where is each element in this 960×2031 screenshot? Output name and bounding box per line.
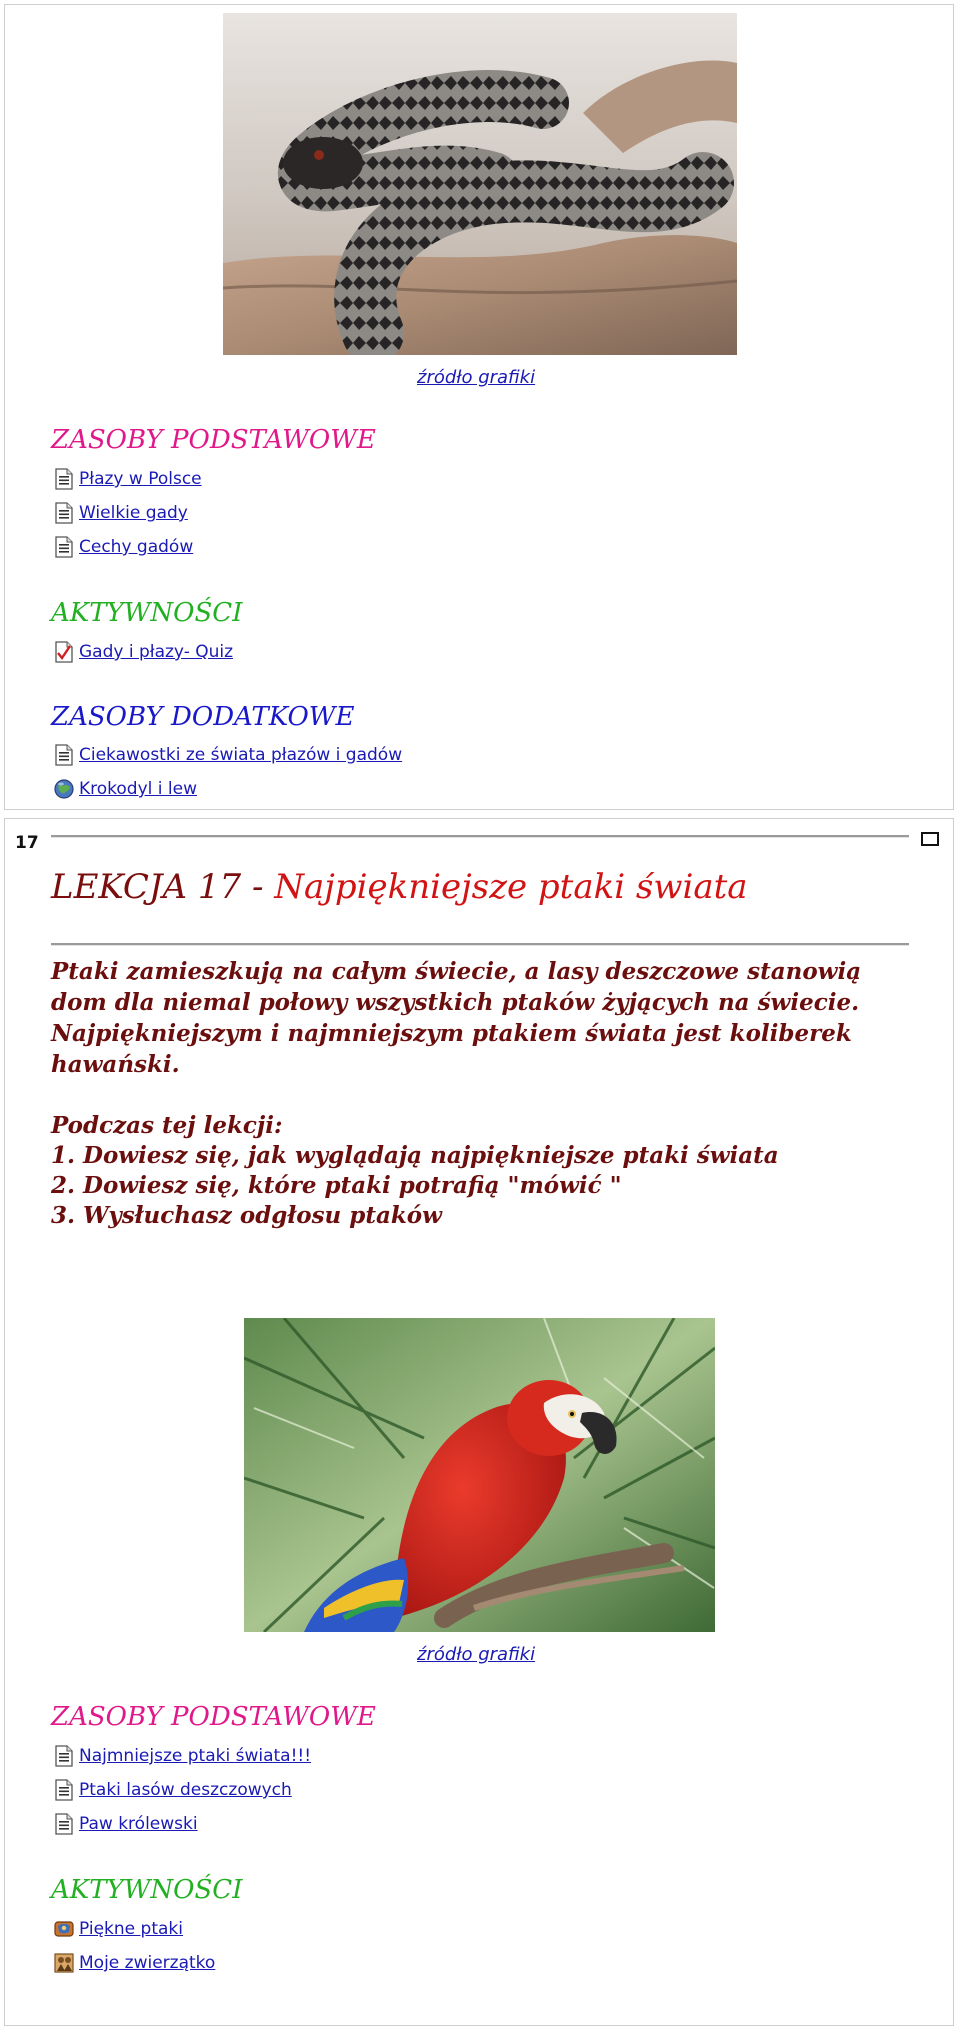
page-icon bbox=[53, 1779, 75, 1801]
page-icon bbox=[53, 502, 75, 524]
activities-heading: AKTYWNOŚCI bbox=[51, 598, 243, 628]
lesson-description: Ptaki zamieszkują na całym świecie, a lasy deszczowe stanowią dom dla niemal połowy wszystkich ptaków żyjących na świecie. Najpiękniejszym i najmniejszym ptakiem świata jest koliberek hawański. bbox=[51, 958, 862, 1078]
section-number: 17 bbox=[15, 833, 39, 853]
resource-item-cechy-gadow[interactable] bbox=[53, 534, 193, 560]
extra-resources-heading: ZASOBY DODATKOWE bbox=[51, 702, 355, 732]
resource-link[interactable]: Wielkie gady bbox=[79, 503, 188, 523]
resource-item-krokodyl-i-lew[interactable] bbox=[53, 776, 197, 802]
basic-resources-heading: ZASOBY PODSTAWOWE bbox=[51, 1702, 376, 1732]
activity-link[interactable]: Moje zwierzątko bbox=[79, 1953, 216, 1973]
globe-icon bbox=[53, 778, 75, 800]
resource-link[interactable]: Najmniejsze ptaki świata!!! bbox=[79, 1746, 312, 1766]
resource-item-plazy-w-polsce[interactable] bbox=[53, 466, 202, 492]
basic-resources-heading: ZASOBY PODSTAWOWE bbox=[51, 425, 376, 455]
activity-item-piekne-ptaki[interactable] bbox=[53, 1916, 183, 1942]
resource-link[interactable]: Ciekawostki ze świata płazów i gadów bbox=[79, 745, 403, 765]
activities-heading: AKTYWNOŚCI bbox=[51, 1875, 243, 1905]
activity-link[interactable]: Piękne ptaki bbox=[79, 1919, 183, 1939]
resource-item-paw-krolewski[interactable] bbox=[53, 1811, 198, 1837]
lesson-title bbox=[51, 867, 748, 907]
page-icon bbox=[53, 536, 75, 558]
lesson-title-prefix: LEKCJA 17 - bbox=[51, 867, 275, 907]
lesson-section-16 bbox=[4, 4, 954, 810]
lesson-icon bbox=[53, 1918, 75, 1940]
lesson-goals bbox=[51, 1111, 779, 1231]
activity-item-moje-zwierzatko[interactable] bbox=[53, 1950, 215, 1976]
goal-item: 1. Dowiesz się, jak wyglądają najpiękniejsze ptaki świata bbox=[51, 1142, 779, 1169]
goals-heading: Podczas tej lekcji: bbox=[51, 1112, 283, 1139]
image-source-link[interactable]: źródło grafiki bbox=[417, 367, 536, 388]
resource-item-najmniejsze-ptaki[interactable] bbox=[53, 1743, 311, 1769]
lesson-title-main: Najpiękniejsze ptaki świata bbox=[274, 867, 748, 907]
goal-item: 2. Dowiesz się, które ptaki potrafią "mówić " bbox=[51, 1172, 622, 1199]
resource-item-ciekawostki[interactable] bbox=[53, 742, 402, 768]
goal-item: 3. Wysłuchasz odgłosu ptaków bbox=[51, 1202, 442, 1229]
resource-link[interactable]: Krokodyl i lew bbox=[79, 779, 197, 799]
activity-item-quiz[interactable] bbox=[53, 639, 233, 665]
page-icon bbox=[53, 744, 75, 766]
workshop-icon bbox=[53, 1952, 75, 1974]
resource-link[interactable]: Płazy w Polsce bbox=[79, 469, 202, 489]
snake-image bbox=[223, 13, 737, 355]
activity-link[interactable]: Gady i płazy- Quiz bbox=[79, 642, 234, 662]
parrot-image bbox=[244, 1318, 715, 1632]
page-icon bbox=[53, 1813, 75, 1835]
page-icon bbox=[53, 468, 75, 490]
page-icon bbox=[53, 1745, 75, 1767]
title-divider bbox=[51, 943, 909, 946]
quiz-icon bbox=[53, 641, 75, 663]
resource-item-wielkie-gady[interactable] bbox=[53, 500, 188, 526]
resource-link[interactable]: Cechy gadów bbox=[79, 537, 194, 557]
resource-item-ptaki-lasow[interactable] bbox=[53, 1777, 292, 1803]
resource-link[interactable]: Ptaki lasów deszczowych bbox=[79, 1780, 292, 1800]
resource-link[interactable]: Paw królewski bbox=[79, 1814, 198, 1834]
lesson-section-17 bbox=[4, 818, 954, 2026]
section-divider-top bbox=[51, 835, 909, 838]
section-toggle-checkbox[interactable] bbox=[921, 832, 939, 846]
image-source-link[interactable]: źródło grafiki bbox=[417, 1644, 536, 1665]
